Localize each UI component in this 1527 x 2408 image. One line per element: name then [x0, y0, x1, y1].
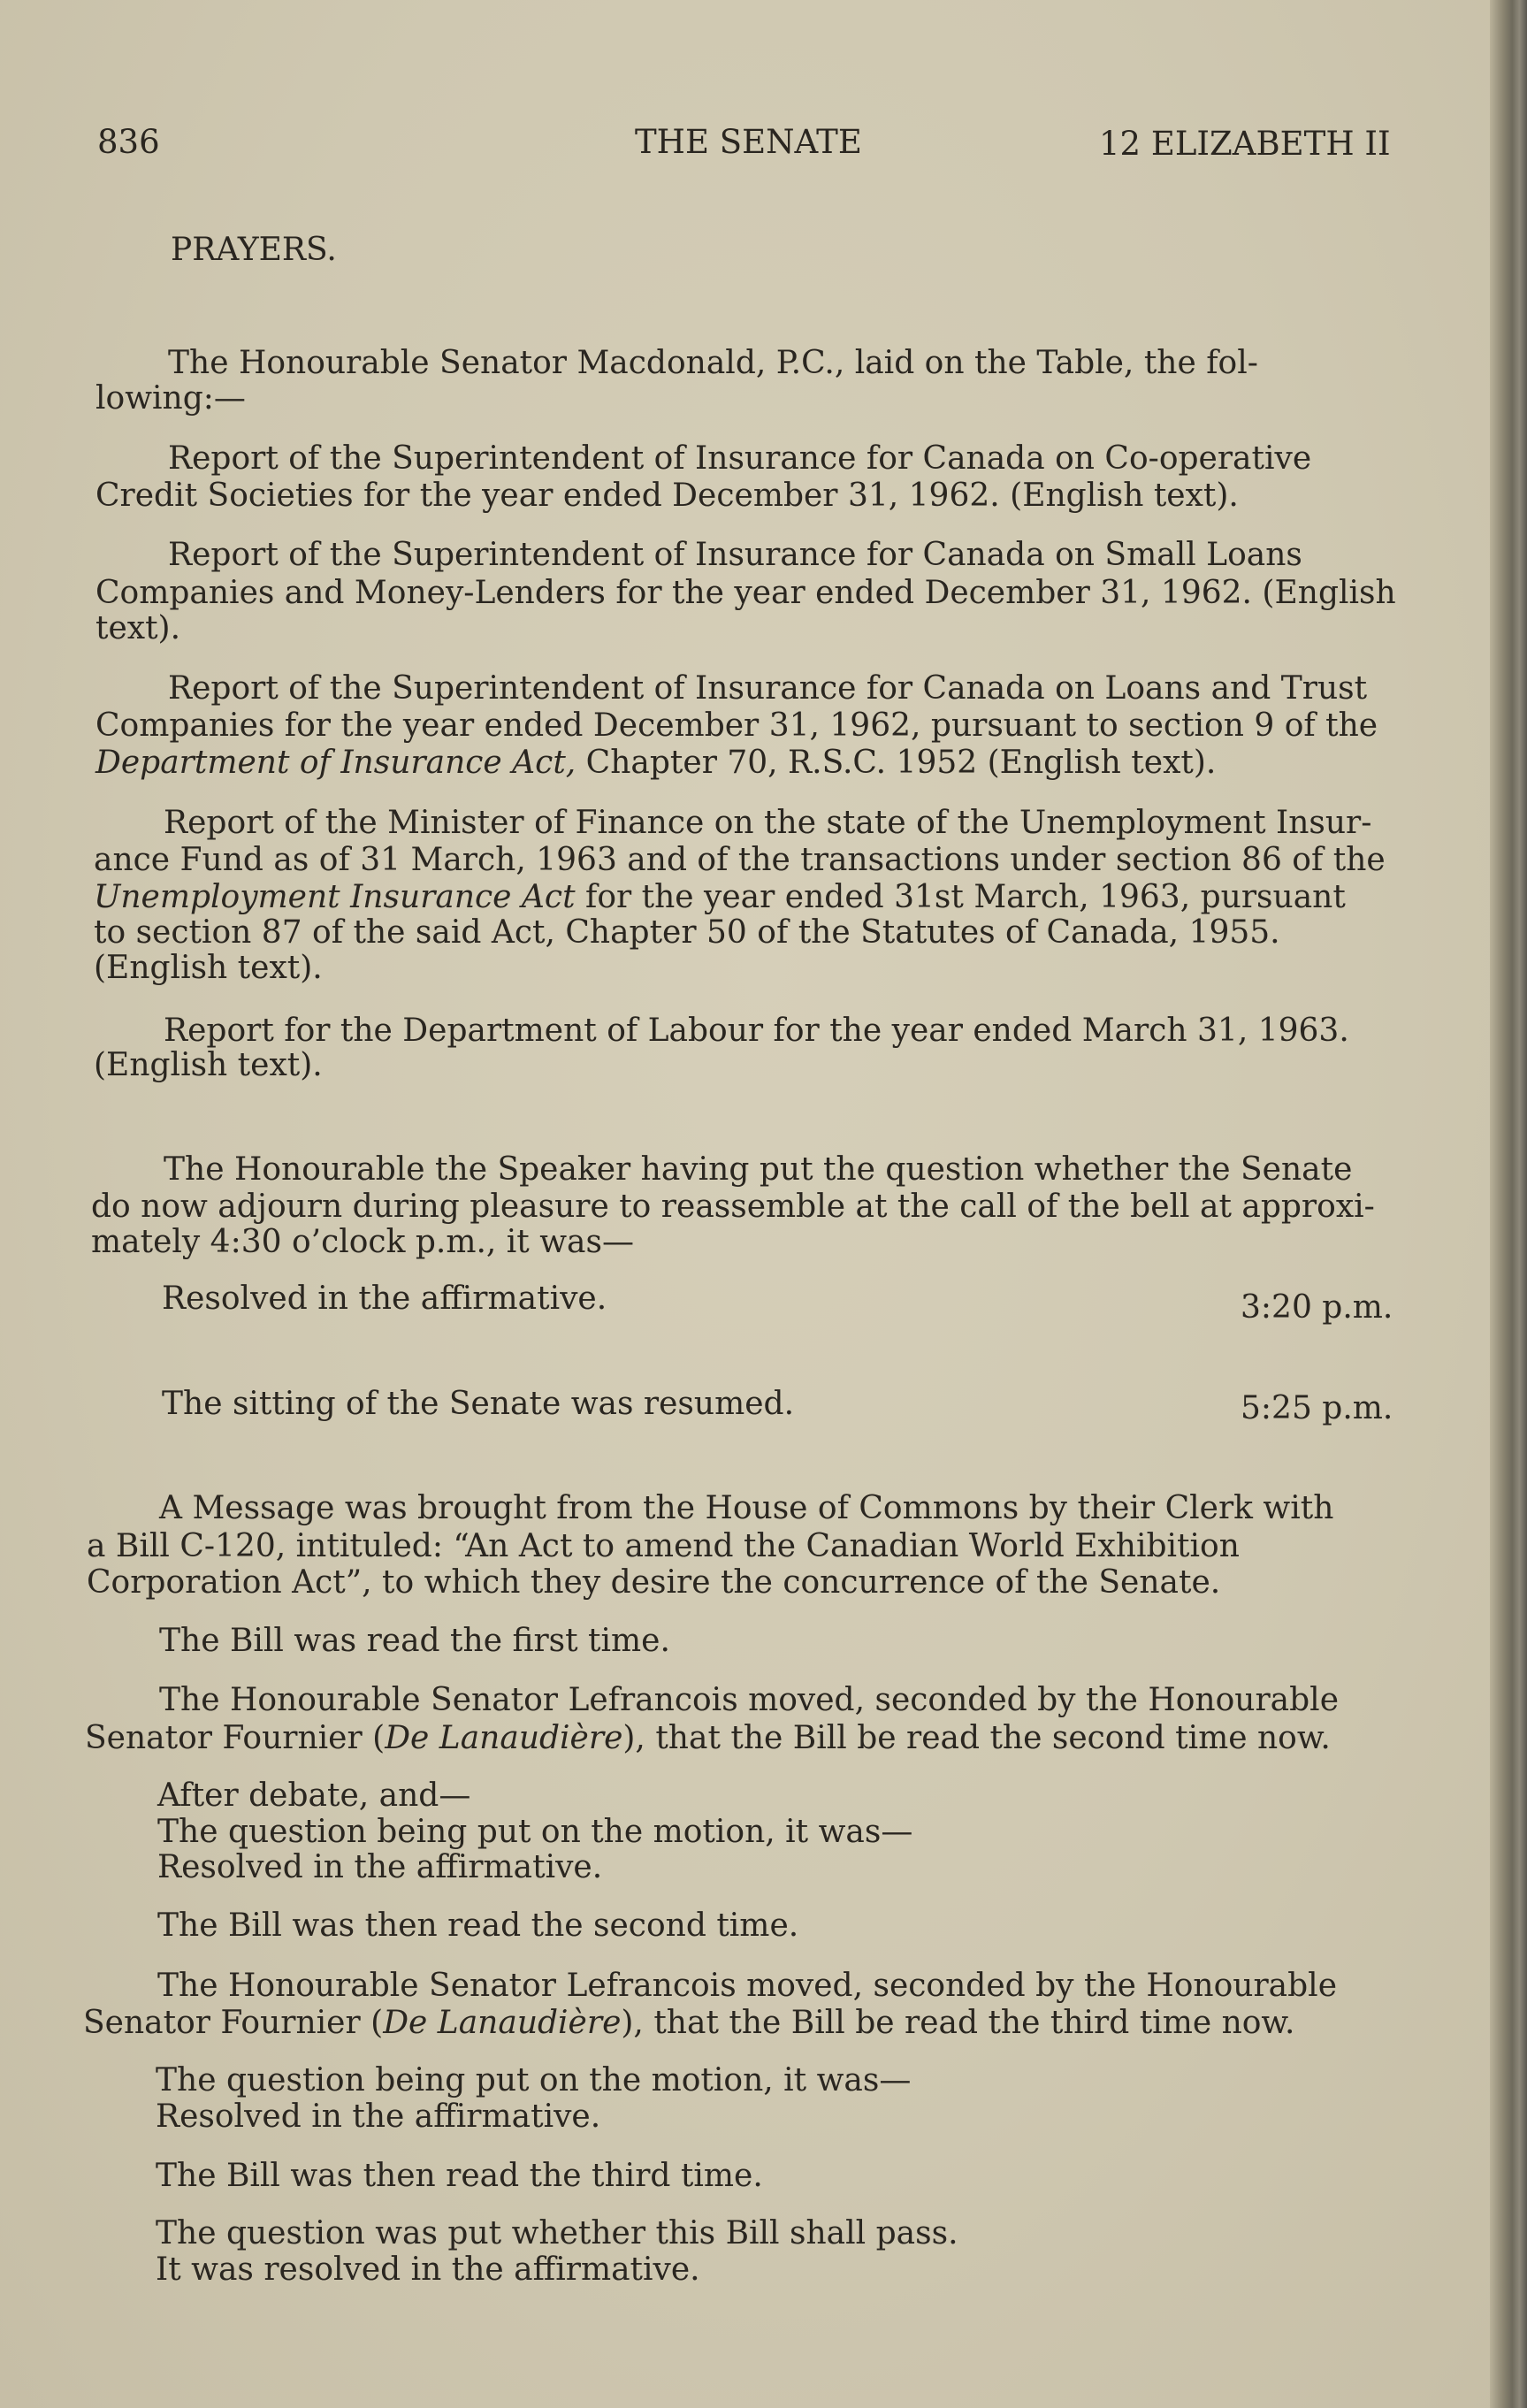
second-motion-line2-end: ), that the Bill be read the second time now.	[622, 1720, 1331, 1756]
third-motion-line2-start: Senator Fournier (	[83, 2005, 384, 2041]
act-title-italic: Department of Insurance Act,	[95, 745, 576, 781]
prayers-heading: PRAYERS.	[171, 232, 337, 268]
report3-line3-rest: Chapter 70, R.S.C. 1952 (English text).	[576, 745, 1217, 781]
resumed-time: 5:25 p.m.	[1241, 1390, 1393, 1426]
report5-line1: Report for the Department of Labour for the year ended March 31, 1963.	[164, 1013, 1349, 1049]
report4-line3-rest: for the year ended 31st March, 1963, pursuant	[575, 879, 1346, 915]
third-reading: The Bill was then read the third time.	[156, 2158, 763, 2194]
report1-line1: Report of the Superintendent of Insurance for Canada on Co-operative	[168, 440, 1312, 477]
report3-line3	[95, 745, 1216, 781]
adjournment-time: 3:20 p.m.	[1241, 1289, 1393, 1326]
report2-line3: text).	[95, 610, 181, 646]
book-page-edge	[1490, 0, 1527, 2408]
report5-line2: (English text).	[94, 1047, 323, 1083]
first-reading: The Bill was read the first time.	[159, 1623, 670, 1659]
resolved-line1: Resolved in the affirmative.	[157, 1849, 603, 1885]
second-motion-line1: The Honourable Senator Lefrancois moved, seconded by the Honourable	[159, 1682, 1340, 1718]
page-number: 836	[97, 123, 160, 161]
tabling-intro-line2: lowing:—	[95, 380, 246, 417]
act-title-italic: Unemployment Insurance Act	[94, 879, 576, 915]
regnal-year: 12 ELIZABETH II	[1099, 125, 1391, 163]
pass-question: The question was put whether this Bill shall pass.	[156, 2215, 958, 2251]
message-line2: a Bill C-120, intituled: “An Act to amend the Canadian World Exhibition	[87, 1528, 1240, 1564]
after-debate: After debate, and—	[157, 1777, 471, 1814]
third-motion-line2	[83, 2005, 1294, 2041]
riding-name-italic: De Lanaudière	[385, 1720, 623, 1756]
report2-line2: Companies and Money-Lenders for the year ended December 31, 1962. (English	[95, 575, 1396, 611]
second-reading: The Bill was then read the second time.	[157, 1907, 799, 1944]
riding-name-italic: De Lanaudière	[383, 2005, 622, 2041]
report1-line2: Credit Societies for the year ended December 31, 1962. (English text).	[95, 478, 1239, 514]
running-title: THE SENATE	[635, 123, 862, 161]
adjournment-line1: The Honourable the Speaker having put the question whether the Senate	[164, 1151, 1353, 1188]
report4-line4: to section 87 of the said Act, Chapter 50 of the Statutes of Canada, 1955.	[94, 914, 1280, 951]
sitting-resumed: The sitting of the Senate was resumed.	[162, 1386, 795, 1422]
resolved-line2: Resolved in the affirmative.	[156, 2098, 601, 2135]
report4-line5: (English text).	[94, 950, 323, 986]
adjournment-line3: mately 4:30 o’clock p.m., it was—	[91, 1224, 634, 1260]
second-motion-line2-start: Senator Fournier (	[85, 1720, 386, 1756]
report3-line2: Companies for the year ended December 31, 1962, pursuant to section 9 of the	[95, 707, 1378, 744]
message-line1: A Message was brought from the House of Commons by their Clerk with	[159, 1490, 1334, 1526]
adjournment-resolved: Resolved in the affirmative.	[162, 1280, 607, 1317]
report4-line3	[94, 879, 1346, 915]
adjournment-line2: do now adjourn during pleasure to reassemble at the call of the bell at approxi-	[91, 1189, 1375, 1225]
second-motion-line2	[85, 1720, 1331, 1756]
pass-result: It was resolved in the affirmative.	[156, 2251, 700, 2288]
report4-line1: Report of the Minister of Finance on the state of the Unemployment Insur-	[164, 805, 1372, 841]
question-line2: The question being put on the motion, it was—	[156, 2062, 912, 2098]
tabling-intro-line1: The Honourable Senator Macdonald, P.C., laid on the Table, the fol-	[168, 345, 1258, 381]
third-motion-line2-end: ), that the Bill be read the third time now.	[621, 2005, 1295, 2041]
third-motion-line1: The Honourable Senator Lefrancois moved, seconded by the Honourable	[157, 1968, 1338, 2004]
message-line3: Corporation Act”, to which they desire the concurrence of the Senate.	[87, 1564, 1221, 1601]
report2-line1: Report of the Superintendent of Insurance for Canada on Small Loans	[168, 537, 1302, 573]
report4-line2: ance Fund as of 31 March, 1963 and of the transactions under section 86 of the	[94, 842, 1386, 878]
question-line1: The question being put on the motion, it was—	[157, 1814, 913, 1850]
report3-line1: Report of the Superintendent of Insurance for Canada on Loans and Trust	[168, 670, 1368, 707]
